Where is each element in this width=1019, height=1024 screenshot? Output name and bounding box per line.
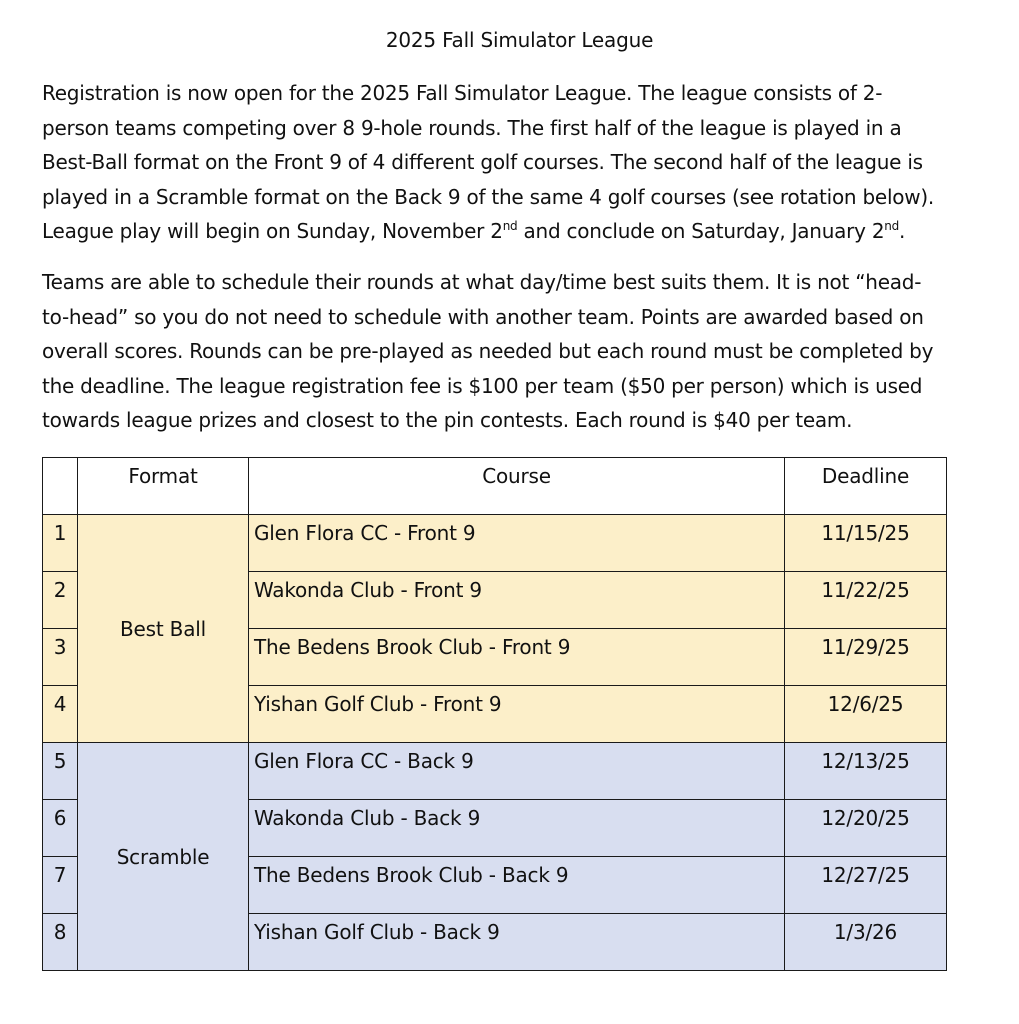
course-name: Glen Flora CC - Back 9: [249, 743, 785, 800]
intro-paragraph: [42, 76, 1002, 252]
course-name: Yishan Golf Club - Back 9: [249, 914, 785, 971]
deadline-date: 11/29/25: [785, 629, 947, 686]
table-header-row: [43, 458, 947, 515]
table-row: [43, 743, 947, 800]
course-name: Wakonda Club - Front 9: [249, 572, 785, 629]
round-number: 5: [43, 743, 78, 800]
details-line: overall scores. Rounds can be pre-played as needed but each round must be completed by: [42, 339, 934, 363]
table-row: [43, 515, 947, 572]
details-line: to-head” so you do not need to schedule with another team. Points are awarded based on: [42, 304, 924, 329]
page-title: 2025 Fall Simulator League: [385, 28, 654, 52]
course-name: The Bedens Brook Club - Back 9: [249, 857, 785, 914]
details-line: Teams are able to schedule their rounds at what day/time best suits them. It is not “head-: [42, 270, 922, 294]
course-name: Wakonda Club - Back 9: [249, 800, 785, 857]
intro-line: person teams competing over 8 9-hole rounds. The first half of the league is played in a: [42, 115, 902, 140]
header-format: Format: [78, 458, 249, 515]
header-deadline: Deadline: [785, 458, 947, 515]
ordinal-suffix: nd: [502, 219, 518, 233]
round-number: 7: [43, 857, 78, 914]
round-number: 3: [43, 629, 78, 686]
course-name: The Bedens Brook Club - Front 9: [249, 629, 785, 686]
deadline-date: 12/13/25: [785, 743, 947, 800]
round-number: 1: [43, 515, 78, 572]
intro-line: Best-Ball format on the Front 9 of 4 different golf courses. The second half of the league is: [42, 150, 923, 174]
course-name: Glen Flora CC - Front 9: [249, 515, 785, 572]
header-number: [43, 458, 78, 515]
deadline-date: 11/22/25: [785, 572, 947, 629]
details-line: towards league prizes and closest to the pin contests. Each round is $40 per team.: [42, 408, 853, 432]
intro-line: played in a Scramble format on the Back 9 of the same 4 golf courses (see rotation below).: [42, 184, 935, 209]
deadline-date: 12/20/25: [785, 800, 947, 857]
round-number: 6: [43, 800, 78, 857]
round-number: 2: [43, 572, 78, 629]
format-best-ball: Best Ball: [78, 515, 249, 743]
deadline-date: 12/6/25: [785, 686, 947, 743]
deadline-date: 11/15/25: [785, 515, 947, 572]
details-line: the deadline. The league registration fee is $100 per team ($50 per person) which is used: [42, 373, 923, 398]
format-scramble: Scramble: [78, 743, 249, 971]
round-number: 8: [43, 914, 78, 971]
intro-line: [42, 214, 1002, 252]
ordinal-suffix: nd: [884, 219, 900, 233]
details-paragraph: [42, 265, 1002, 438]
round-number: 4: [43, 686, 78, 743]
intro-line: Registration is now open for the 2025 Fall Simulator League. The league consists of 2-: [42, 81, 883, 105]
deadline-date: 1/3/26: [785, 914, 947, 971]
sentence-period: .: [899, 219, 906, 243]
course-name: Yishan Golf Club - Front 9: [249, 686, 785, 743]
deadline-date: 12/27/25: [785, 857, 947, 914]
end-date-text: and conclude on Saturday, January 2: [517, 219, 885, 243]
header-course: Course: [249, 458, 785, 515]
start-date-text: League play will begin on Sunday, November 2: [42, 219, 503, 243]
schedule-table: [42, 457, 947, 971]
